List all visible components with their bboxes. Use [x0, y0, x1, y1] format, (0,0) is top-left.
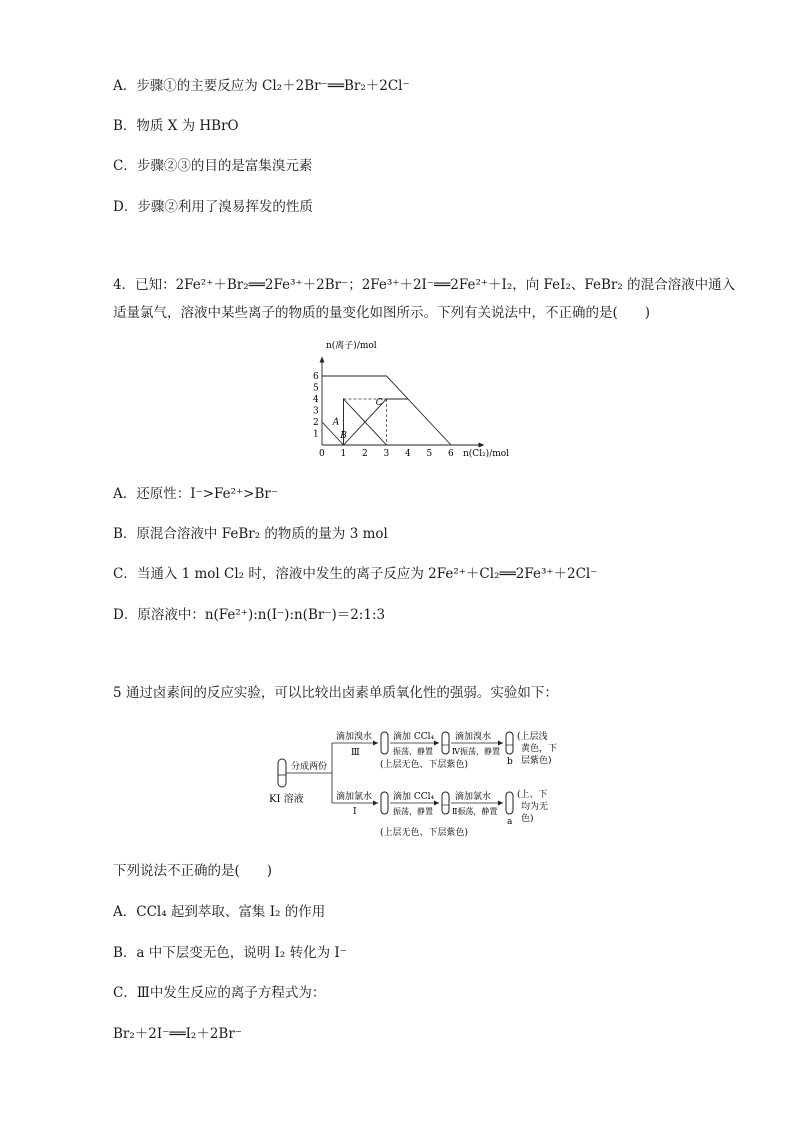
q4-option-a: A．还原性：I⁻>Fe²⁺>Br⁻: [113, 486, 278, 502]
bot-end-line3: 色): [521, 814, 534, 824]
q4-option-b: B．原混合溶液中 FeBr₂ 的物质的量为 3 mol: [113, 526, 388, 542]
point-label-c: C: [375, 397, 383, 408]
x-tick-label: 4: [405, 449, 411, 459]
bot-step1-label: 滴加氯水: [336, 792, 373, 802]
top-mid-result: (上层无色、下层紫色): [380, 760, 469, 770]
bot-tube-2: [442, 792, 449, 814]
bot-end-line2: 均为无: [521, 802, 549, 812]
ion-amount-chart: [300, 338, 530, 463]
y-axis-label: n(离子)/mol: [326, 341, 377, 351]
q5-option-a: A．CCl₄ 起到萃取、富集 I₂ 的作用: [113, 904, 326, 920]
x-tick-label: 6: [448, 449, 454, 459]
bot-tube-label: a: [507, 817, 513, 827]
q5-equation: Br₂＋2I⁻══I₂＋2Br⁻: [113, 1026, 242, 1042]
x-tick-label: 3: [383, 449, 390, 459]
top-step1-id: Ⅲ: [351, 748, 360, 758]
y-tick-label: 2: [313, 418, 319, 428]
bot-tube-1: [381, 792, 388, 814]
x-tick-label: 2: [362, 449, 368, 459]
split-label: 分成两份: [291, 762, 328, 772]
x-tick-label: 5: [426, 449, 433, 459]
top-step2b-label: 振荡，静置: [393, 747, 433, 756]
y-tick-label: 1: [313, 429, 319, 440]
point-label-b: B: [340, 431, 347, 442]
y-tick-label: 3: [313, 406, 319, 417]
top-end-line3: 层紫色): [521, 756, 552, 766]
bot-step1-id: Ⅰ: [353, 807, 357, 817]
top-step3-label: 滴加溴水: [455, 732, 492, 742]
bot-step3-label: 滴加氯水: [455, 792, 492, 802]
bot-step3b-label: Ⅱ振荡，静置: [452, 807, 498, 816]
x-axis-arrow: [479, 443, 485, 448]
top-end-line1: (上层浅: [517, 732, 548, 742]
ki-solution-label: KI 溶液: [269, 794, 304, 805]
x-tick-label: 1: [340, 449, 347, 459]
point-label-a: A: [332, 417, 340, 428]
bot-mid-result: (上层无色、下层紫色): [380, 828, 469, 838]
bot-tube-a: [506, 792, 513, 814]
x-tick-label: 0: [319, 449, 325, 459]
q4-stem-line2: 适量氯气，溶液中某些离子的物质的量变化如图所示。下列有关说法中，不正确的是( ): [113, 305, 651, 321]
q3-option-b: B．物质 X 为 HBrO: [113, 118, 239, 134]
bot-step2b-label: 振荡，静置: [393, 807, 433, 816]
q4-option-d: D．原溶液中：n(Fe²⁺):n(I⁻):n(Br⁻)＝2:1:3: [113, 607, 386, 623]
x-axis-label: n(Cl₂)/mol: [463, 449, 510, 459]
q3-option-d: D．步骤②利用了溴易挥发的性质: [113, 199, 313, 215]
top-tube-1: [381, 732, 388, 754]
q3-option-c: C．步骤②③的目的是富集溴元素: [113, 158, 313, 174]
q5-question: 下列说法不正确的是( ): [113, 863, 273, 879]
ki-test-tube: [278, 759, 286, 787]
q5-option-c: C．Ⅲ中发生反应的离子方程式为：: [113, 985, 326, 1001]
q5-option-b: B．a 中下层变无色，说明 I₂ 转化为 I⁻: [113, 945, 347, 961]
y-tick-label: 6: [313, 372, 319, 382]
q4-option-c: C．当通入 1 mol Cl₂ 时，溶液中发生的离子反应为 2Fe²⁺＋Cl₂══2Fe³⁺＋2Cl⁻: [113, 566, 598, 582]
bot-end-line1: (上、下: [517, 790, 548, 800]
y-axis-arrow: [320, 357, 325, 363]
top-tube-2: [442, 732, 449, 754]
q3-option-a: A．步骤①的主要反应为 Cl₂＋2Br⁻══Br₂＋2Cl⁻: [113, 78, 410, 94]
top-step1-label: 滴加溴水: [336, 732, 373, 742]
q4-stem-line1: 4．已知：2Fe²⁺＋Br₂══2Fe³⁺＋2Br⁻；2Fe³⁺＋2I⁻══2Fe²⁺＋I₂，向 FeI₂、FeBr₂ 的混合溶液中通入: [113, 277, 736, 293]
y-tick-label: 4: [313, 395, 319, 405]
experiment-flow-diagram: [265, 727, 565, 842]
top-tube-b: [506, 732, 513, 754]
top-end-line2: 黄色，下: [521, 744, 558, 754]
top-step2-label: 滴加 CCl₄: [393, 732, 435, 742]
top-tube-label: b: [507, 757, 513, 767]
q5-stem: 5 通过卤素间的反应实验，可以比较出卤素单质氧化性的强弱。实验如下：: [113, 685, 558, 701]
top-step3b-label: Ⅳ振荡，静置: [452, 747, 500, 756]
bot-step2-label: 滴加 CCl₄: [393, 792, 435, 802]
y-tick-label: 5: [313, 383, 319, 394]
